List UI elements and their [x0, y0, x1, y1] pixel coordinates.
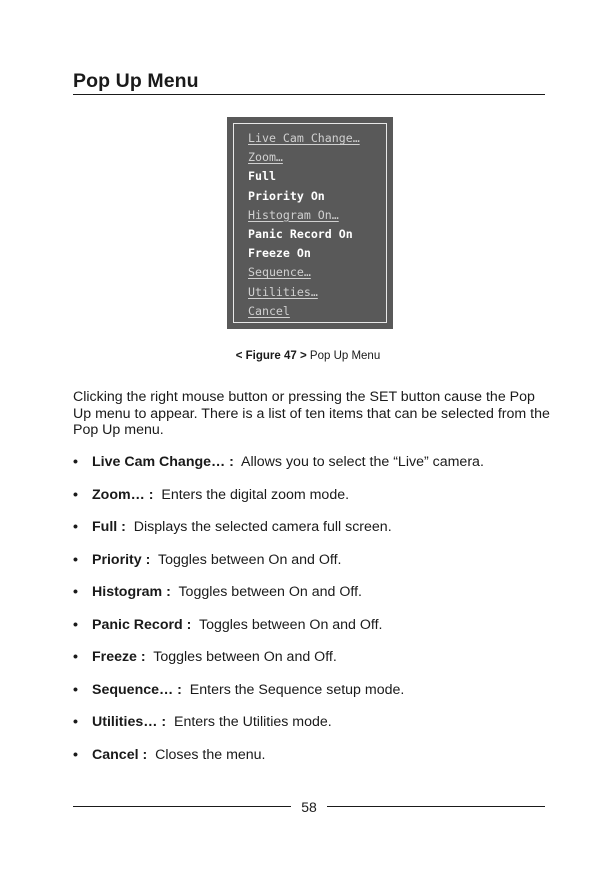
popup-menu-figure [227, 117, 393, 329]
bullet-term: Cancel : [92, 746, 148, 763]
bullet-marker: • [73, 486, 78, 503]
bullet-item [73, 714, 484, 747]
bullet-description: Toggles between On and Off. [198, 616, 383, 633]
bullet-term: Freeze : [92, 649, 146, 665]
bullet-term: Sequence… : [92, 681, 182, 698]
figure-number: < Figure 47 > [235, 350, 307, 362]
footer-rule-right [327, 806, 545, 807]
bullet-term: Priority : [92, 551, 151, 568]
popup-menu-item[interactable]: Live Cam Change… [248, 131, 360, 145]
bullet-description: Closes the menu. [155, 746, 266, 763]
bullet-description: Displays the selected camera full screen. [133, 519, 392, 535]
bullet-description: Toggles between On and Off. [157, 551, 342, 568]
popup-menu-item[interactable]: Cancel [248, 303, 290, 318]
intro-paragraph: Clicking the right mouse button or pressing the SET button cause the Pop Up menu to appear. There is a list of ten items that can be selected from the Pop Up menu. [73, 389, 550, 438]
bullet-marker: • [73, 519, 78, 535]
popup-menu-item[interactable]: Utilities… [248, 284, 318, 299]
page-number: 58 [301, 799, 317, 815]
bullet-marker: • [73, 681, 78, 698]
bullet-item [73, 519, 484, 552]
popup-menu-item[interactable]: Freeze On [248, 246, 311, 261]
popup-menu-item[interactable]: Sequence… [248, 265, 311, 280]
bullet-item [73, 649, 484, 682]
bullet-item [73, 584, 484, 617]
bullet-description: Toggles between On and Off. [153, 649, 337, 665]
page-title: Pop Up Menu [73, 70, 199, 92]
popup-menu-item[interactable]: Panic Record On [248, 226, 353, 241]
bullet-marker: • [73, 649, 78, 665]
popup-menu-list [248, 129, 360, 321]
bullet-term: Zoom… : [92, 486, 154, 503]
bullet-item [73, 487, 484, 520]
popup-menu-item[interactable]: Full [248, 169, 276, 184]
bullet-description: Enters the Sequence setup mode. [189, 681, 405, 698]
figure-caption [0, 350, 616, 362]
popup-menu-item[interactable]: Histogram On… [248, 207, 339, 222]
bullet-description: Toggles between On and Off. [178, 584, 362, 600]
footer-rule-left [73, 806, 291, 807]
bullet-description: Allows you to select the “Live” camera. [241, 454, 484, 470]
popup-menu-frame [233, 123, 387, 323]
title-underline [73, 94, 545, 95]
menu-item-descriptions [73, 454, 484, 779]
bullet-description: Enters the digital zoom mode. [161, 486, 350, 503]
bullet-term: Histogram : [92, 584, 171, 600]
bullet-term: Full : [92, 519, 126, 535]
bullet-marker: • [73, 551, 78, 568]
bullet-marker: • [73, 746, 78, 763]
bullet-item [73, 682, 484, 715]
popup-menu-item[interactable]: Zoom… [248, 150, 283, 165]
bullet-term: Utilities… : [92, 714, 167, 730]
bullet-marker: • [73, 616, 78, 633]
figure-caption-text: Pop Up Menu [309, 350, 381, 362]
bullet-item [73, 454, 484, 487]
bullet-marker: • [73, 714, 78, 730]
bullet-marker: • [73, 584, 78, 600]
bullet-term: Live Cam Change… : [92, 454, 234, 470]
bullet-description: Enters the Utilities mode. [174, 714, 332, 730]
bullet-marker: • [73, 454, 78, 470]
bullet-item [73, 552, 484, 585]
bullet-item [73, 617, 484, 650]
bullet-term: Panic Record : [92, 616, 192, 633]
bullet-item [73, 747, 484, 780]
popup-menu-item[interactable]: Priority On [248, 188, 325, 203]
